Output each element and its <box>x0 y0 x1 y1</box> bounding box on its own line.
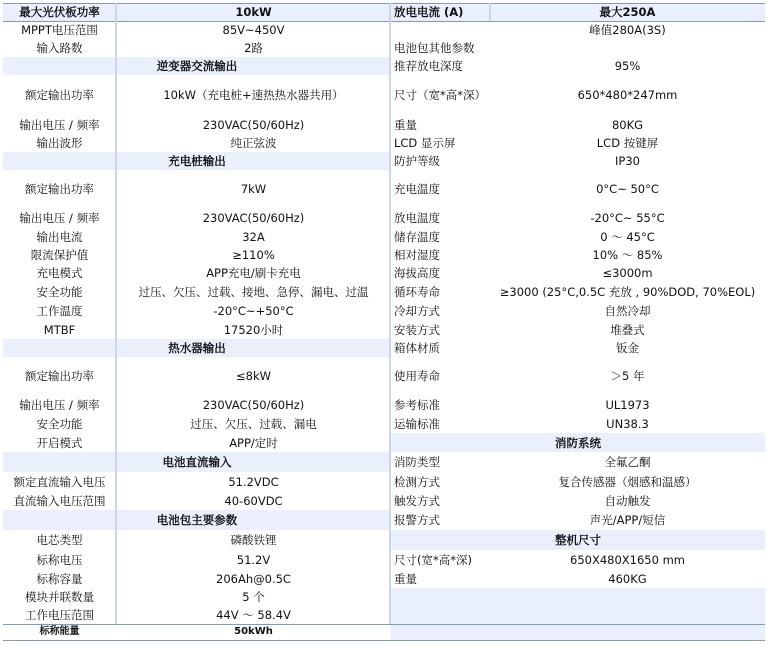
param-label: 额定输出功率 <box>25 182 94 196</box>
section-title: 消防系统 <box>391 433 765 452</box>
param-label: 标称能量 <box>39 626 80 637</box>
param-label: 直流输入电压范围 <box>13 493 106 508</box>
param-value: 51.2V <box>236 552 271 567</box>
param-label <box>391 624 490 640</box>
param-value: 32A <box>242 230 265 244</box>
param-value: 10kW <box>116 3 391 21</box>
param-label: 重量 <box>394 117 417 132</box>
param-value: 650*480*247mm <box>577 88 678 102</box>
param-value: 10kW（充电桩+速热热水器共用） <box>163 88 344 102</box>
table-row <box>3 357 765 395</box>
param-label: 安全功能 <box>36 416 83 431</box>
param-value: IP30 <box>615 154 640 168</box>
param-label: 重量 <box>394 571 417 586</box>
param-label: 输出电压 / 频率 <box>19 211 100 225</box>
param-label: 循环寿命 <box>394 284 440 299</box>
param-value: 17520小时 <box>223 322 284 337</box>
section-title: 充电桩输出 <box>3 152 391 170</box>
param-value <box>490 588 765 606</box>
param-value: LCD 按键屏 <box>596 136 659 150</box>
param-value: 纯正弦波 <box>230 136 277 150</box>
param-value: -20°C~+50°C <box>213 303 294 318</box>
table-row <box>3 57 765 75</box>
table-row <box>3 228 765 246</box>
param-label: 海拔高度 <box>394 266 440 280</box>
param-label: 安装方式 <box>394 322 440 337</box>
param-value: -20°C~ 55°C <box>590 211 665 225</box>
param-value: 230VAC(50/60Hz) <box>202 211 305 225</box>
table-row <box>3 152 765 170</box>
param-label <box>391 606 490 624</box>
table-row <box>3 588 765 606</box>
param-label: 报警方式 <box>394 513 440 527</box>
param-value: ＞5 年 <box>610 369 645 383</box>
param-value: 过压、欠压、过载、漏电 <box>190 416 317 431</box>
param-value: 230VAC(50/60Hz) <box>202 117 305 132</box>
param-label: 消防类型 <box>394 455 440 469</box>
param-label <box>391 588 490 606</box>
table-row <box>3 606 765 624</box>
param-value: UN38.3 <box>606 416 649 431</box>
table-row <box>3 282 765 301</box>
section-title: 整机尺寸 <box>391 530 765 550</box>
param-value: ≥110% <box>232 248 275 262</box>
table-row <box>3 320 765 339</box>
table-row <box>3 75 765 115</box>
param-label: 尺寸（宽*高*深） <box>394 88 486 102</box>
param-label: 冷却方式 <box>394 303 440 318</box>
param-value: 全氟乙酮 <box>604 455 651 469</box>
table-rule <box>3 21 765 22</box>
param-value: 650X480X1650 mm <box>570 552 685 567</box>
param-value <box>490 606 765 624</box>
param-value: 磷酸铁锂 <box>230 533 277 547</box>
param-value: 85V~450V <box>222 23 285 37</box>
param-value: APP/定时 <box>229 435 278 450</box>
table-row <box>3 452 765 472</box>
param-value: 过压、欠压、过载、接地、急停、漏电、过温 <box>138 284 369 299</box>
param-label: 电池包其他参数 <box>394 41 475 55</box>
param-value: 0 ～ 45°C <box>600 230 655 244</box>
param-label: 模块并联数量 <box>25 590 94 604</box>
param-label: LCD 显示屏 <box>394 136 456 150</box>
table-row <box>3 301 765 320</box>
section-title: 电池包主要参数 <box>3 510 391 530</box>
table-rule <box>3 624 765 625</box>
param-label: MTBF <box>43 322 76 337</box>
param-label <box>391 21 490 39</box>
param-label: 触发方式 <box>394 493 440 508</box>
param-label: 输出电流 <box>36 230 83 244</box>
table-row <box>3 510 765 530</box>
table-row <box>3 395 765 414</box>
param-label: 额定直流输入电压 <box>13 474 106 489</box>
param-label: 安全功能 <box>36 284 83 299</box>
param-value: 206Ah@0.5C <box>216 571 291 586</box>
column-divider <box>489 3 491 21</box>
section-title: 电池直流输入 <box>3 452 391 472</box>
table-row <box>3 246 765 264</box>
param-value: 230VAC(50/60Hz) <box>202 397 305 412</box>
table-row <box>3 472 765 491</box>
param-label: 推荐放电深度 <box>394 59 463 73</box>
column-divider <box>115 3 117 624</box>
param-label: 工作电压范围 <box>25 608 94 622</box>
table-rule <box>3 640 765 641</box>
param-label: 最大光伏板功率 <box>3 3 116 21</box>
param-label: 储存温度 <box>394 230 440 244</box>
param-label: 工作温度 <box>36 303 83 318</box>
param-label: 充电模式 <box>36 266 83 280</box>
param-label: 输出波形 <box>36 136 83 150</box>
param-label: 运输标准 <box>394 416 440 431</box>
param-value: 堆叠式 <box>610 322 645 337</box>
param-value: 51.2VDC <box>228 474 279 489</box>
param-value: 40-60VDC <box>224 493 283 508</box>
param-label: 尺寸(宽*高*深) <box>394 552 472 567</box>
param-label: 电芯类型 <box>36 533 83 547</box>
section-title: 逆变器交流输出 <box>3 57 391 75</box>
param-value: 声光/APP/短信 <box>589 513 666 527</box>
table-row <box>3 491 765 510</box>
param-label: 相对湿度 <box>394 248 440 262</box>
param-value: 自动触发 <box>604 493 651 508</box>
param-value: 460KG <box>608 571 647 586</box>
param-label: 防护等级 <box>394 154 440 168</box>
param-label: 检测方式 <box>394 474 440 489</box>
param-value: 95% <box>614 59 641 73</box>
param-value: ≤8kW <box>236 369 271 383</box>
param-label: 开启模式 <box>36 435 83 450</box>
table-row <box>3 134 765 152</box>
table-row <box>3 208 765 228</box>
param-value: 80KG <box>611 117 644 132</box>
param-value: 44V ～ 58.4V <box>216 608 291 622</box>
column-divider <box>389 3 391 624</box>
param-label: 输出电压 / 频率 <box>19 397 100 412</box>
param-value: 峰值280A(3S) <box>589 23 666 37</box>
param-label: 输入路数 <box>36 41 83 55</box>
param-label: 使用寿命 <box>394 369 440 383</box>
table-row <box>3 39 765 57</box>
table-row <box>3 21 765 39</box>
param-value: 5 个 <box>242 590 265 604</box>
param-value: 7kW <box>240 182 267 196</box>
param-label: 放电温度 <box>394 211 440 225</box>
table-row <box>3 550 765 569</box>
param-label: 充电温度 <box>394 182 440 196</box>
param-label: 限流保护值 <box>30 248 89 262</box>
param-label: 标称容量 <box>36 571 83 586</box>
param-value: 钣金 <box>616 341 639 355</box>
param-label: 放电电流 (A) <box>391 3 490 21</box>
param-label: 参考标准 <box>394 397 440 412</box>
table-rule <box>3 3 765 4</box>
param-value: 0°C~ 50°C <box>596 182 659 196</box>
param-label: 输出电压 / 频率 <box>19 117 100 132</box>
param-value: 最大250A <box>490 3 765 21</box>
table-row <box>3 170 765 208</box>
param-value: 自然冷却 <box>604 303 651 318</box>
table-row <box>3 264 765 282</box>
param-value: UL1973 <box>605 397 650 412</box>
table-row <box>3 339 765 357</box>
param-value: ≥3000 (25°C,0.5C 充放 , 90%DOD, 70%EOL) <box>499 284 756 299</box>
param-value <box>490 39 765 57</box>
param-label: 箱体材质 <box>394 341 440 355</box>
param-label: 标称电压 <box>36 552 83 567</box>
table-row <box>3 3 765 21</box>
param-value: 50kWh <box>234 626 273 637</box>
table-row <box>3 414 765 433</box>
param-value: 复合传感器（烟感和温感） <box>558 474 697 489</box>
param-label: MPPT电压范围 <box>21 23 98 37</box>
table-row <box>3 530 765 550</box>
section-title: 热水器输出 <box>3 339 391 357</box>
param-label: 额定输出功率 <box>25 369 94 383</box>
param-value: APP充电/刷卡充电 <box>206 266 301 280</box>
param-value: 2路 <box>244 41 263 55</box>
table-row <box>3 569 765 588</box>
param-value: 10% ～ 85% <box>592 248 663 262</box>
table-row <box>3 433 765 452</box>
param-value <box>490 624 765 640</box>
param-label: 额定输出功率 <box>25 88 94 102</box>
table-row <box>3 624 765 640</box>
param-value: ≤3000m <box>602 266 653 280</box>
table-row <box>3 115 765 134</box>
